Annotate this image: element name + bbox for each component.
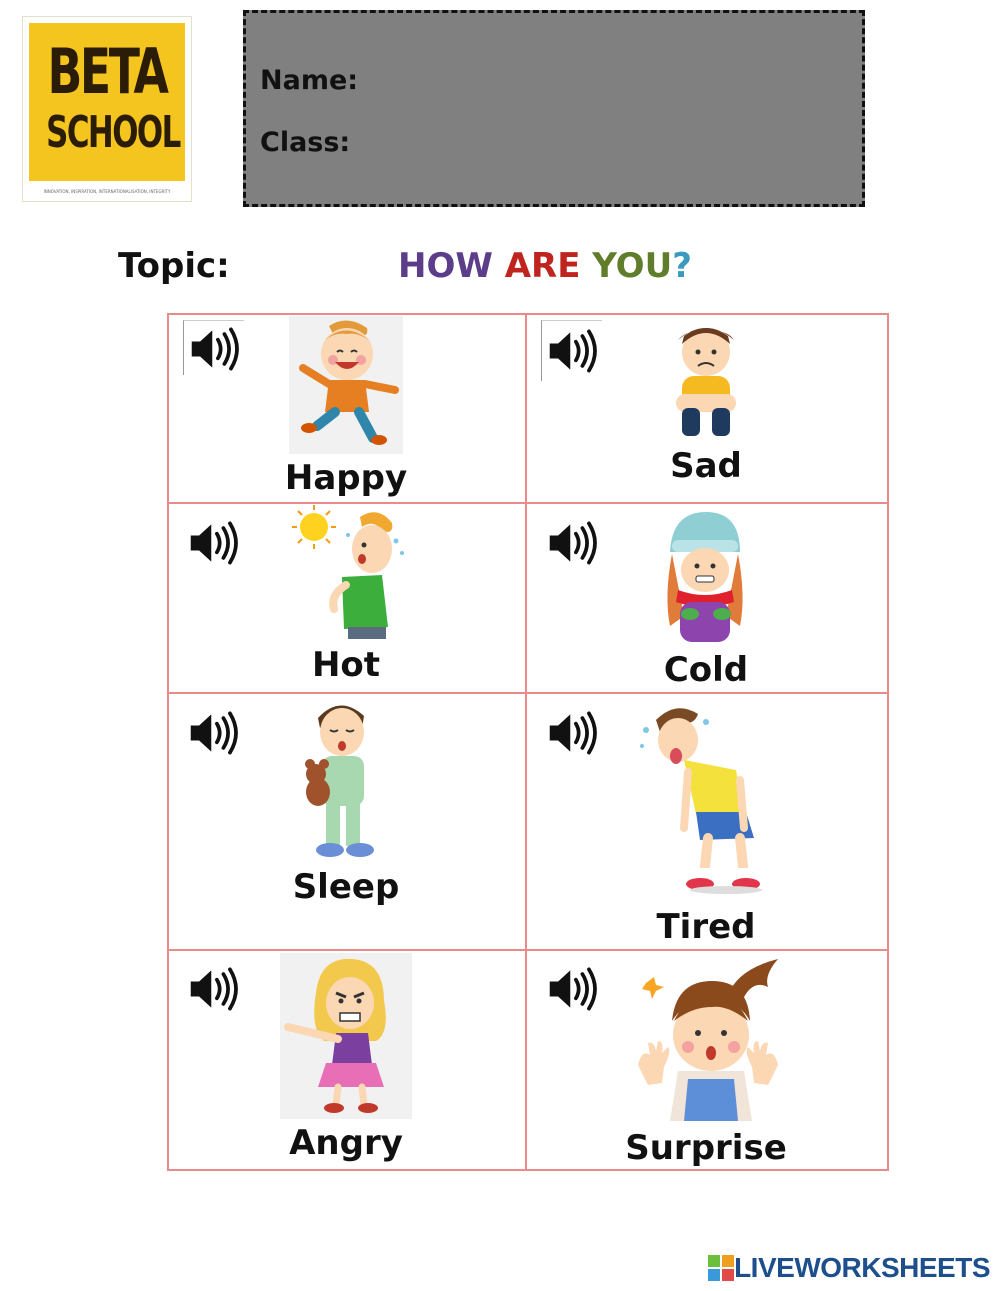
title-part-are: ARE — [504, 246, 593, 286]
emotion-word: Angry — [289, 1123, 403, 1163]
cold-child-image — [650, 506, 760, 646]
title-part-you: YOU — [592, 246, 673, 286]
logo-line2: SCHOOL — [46, 107, 180, 158]
speaker-button[interactable] — [544, 517, 604, 567]
speaker-icon — [187, 519, 243, 567]
topic-title — [398, 246, 692, 286]
school-logo — [22, 16, 192, 202]
name-field[interactable] — [366, 61, 836, 97]
sleepy-child-image — [300, 696, 388, 862]
emotion-word: Surprise — [625, 1128, 787, 1168]
grid-divider — [169, 949, 887, 951]
speaker-button[interactable] — [541, 320, 602, 381]
surprised-child-image — [628, 955, 788, 1125]
liveworksheets-logo-icon — [708, 1255, 734, 1281]
speaker-button[interactable] — [544, 707, 604, 757]
speaker-icon — [187, 709, 243, 757]
speaker-button[interactable] — [544, 963, 604, 1013]
title-part-question: ? — [672, 246, 692, 286]
speaker-button[interactable] — [185, 707, 245, 757]
speaker-icon — [187, 965, 243, 1013]
tired-child-image — [636, 700, 766, 896]
footer-brand — [708, 1252, 990, 1284]
class-label: Class: — [260, 127, 351, 158]
speaker-icon — [188, 325, 244, 373]
emotion-word: Sleep — [292, 867, 400, 907]
emotion-word: Tired — [656, 907, 756, 947]
logo-tagline: INNOVATION, INSPIRATION, INTERNATIONALISATION, INTEGRITY — [43, 189, 171, 194]
hot-child-image — [282, 505, 412, 641]
angry-child-image — [280, 953, 412, 1119]
speaker-icon — [546, 519, 602, 567]
emotion-word: Hot — [311, 645, 381, 685]
speaker-button[interactable] — [183, 320, 244, 375]
topic-label: Topic: — [118, 246, 230, 286]
student-info-box — [243, 10, 865, 207]
happy-child-image — [289, 316, 403, 454]
logo-line1: BETA — [47, 35, 167, 108]
speaker-button[interactable] — [185, 963, 245, 1013]
sad-child-image — [668, 318, 744, 440]
emotion-word: Sad — [670, 446, 742, 486]
grid-divider — [169, 502, 887, 504]
name-label: Name: — [260, 65, 359, 96]
speaker-button[interactable] — [185, 517, 245, 567]
speaker-icon — [546, 965, 602, 1013]
speaker-icon — [546, 327, 602, 375]
speaker-icon — [546, 709, 602, 757]
emotion-word: Happy — [284, 458, 408, 498]
class-field[interactable] — [366, 123, 836, 159]
footer-brand-text: LIVEWORKSHEETS — [734, 1252, 990, 1283]
grid-divider — [525, 315, 527, 1169]
title-part-how: HOW — [398, 246, 505, 286]
grid-divider — [169, 692, 887, 694]
emotion-word: Cold — [663, 650, 749, 690]
